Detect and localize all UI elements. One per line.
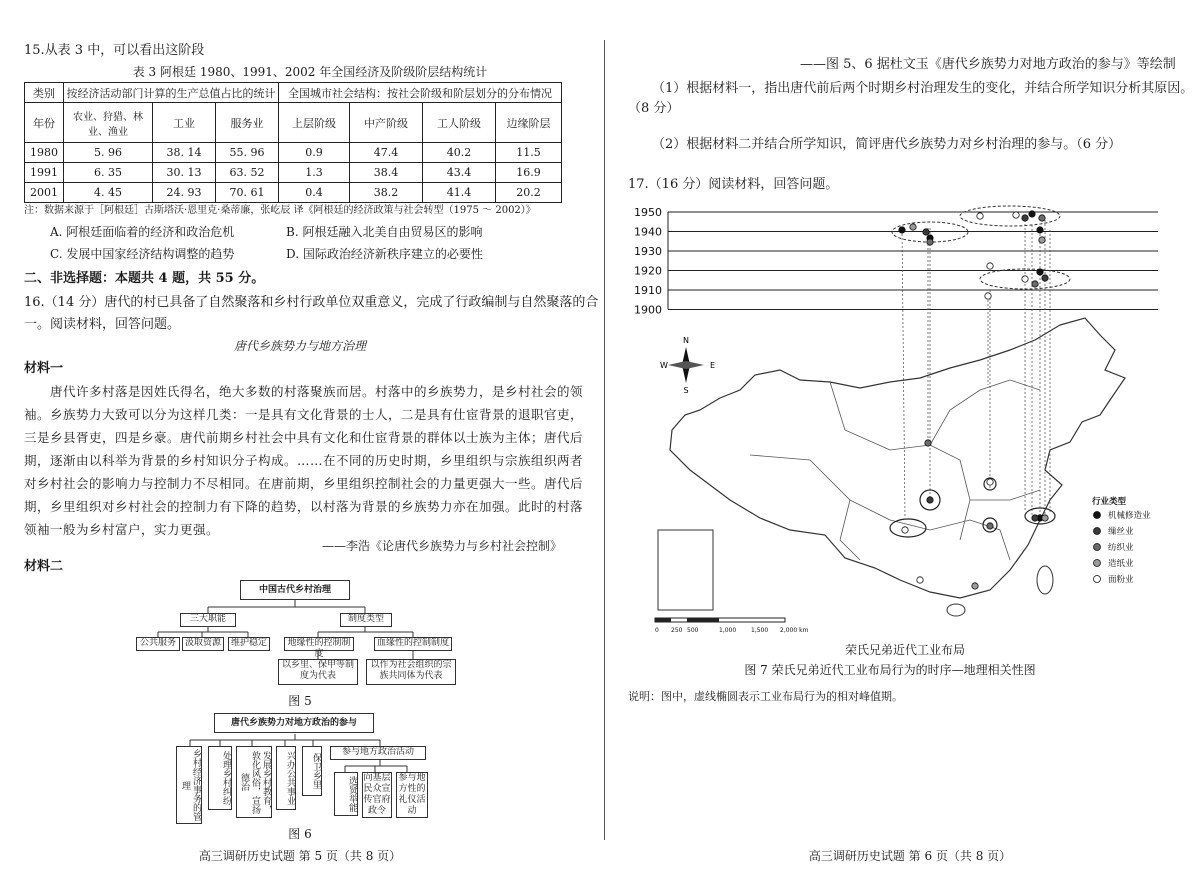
table-header-worker: 工人阶级 <box>423 103 496 143</box>
footer-left: 高三调研历史试题 第 5 页（共 8 页） <box>198 849 402 863</box>
table-note: 注：数据来源于［阿根廷］古斯塔沃·恩里克·桑蒂廉，张屹辰 译《阿根廷的经济政策与社会转型（1975 ～ 2002）》 <box>24 205 536 216</box>
legend-label: 机械修造业 <box>1108 511 1151 521</box>
table-header-year: 年份 <box>25 103 64 143</box>
material1-source: ——李浩《论唐代乡族势力与乡村社会控制》 <box>322 539 563 553</box>
cell: 38. 14 <box>153 143 216 163</box>
factory-marker <box>987 263 993 269</box>
material2-label: 材料二 <box>24 559 64 574</box>
year-label: 1920 <box>634 264 662 278</box>
material1-label: 材料一 <box>24 361 64 376</box>
cell: 40.2 <box>423 143 496 163</box>
option-b: B. 阿根廷融入北美自由贸易区的影响 <box>286 225 483 239</box>
factory-marker <box>1039 237 1045 243</box>
statistics-table <box>24 82 562 203</box>
scale-label: 2,000 km <box>780 627 809 634</box>
fig5-leaf1: 以乡里、保甲等制度为代表 <box>278 659 358 685</box>
legend-label: 面粉业 <box>1108 575 1134 585</box>
table-header-category: 类别 <box>25 83 64 103</box>
map-inner-title: 荣氏兄弟近代工业布局 <box>844 643 965 657</box>
factory-marker <box>987 523 993 529</box>
factory-marker <box>899 227 905 233</box>
cell: 24. 93 <box>153 183 216 203</box>
cell: 1980 <box>25 143 64 163</box>
cell: 1.3 <box>279 163 350 183</box>
q15-stem: 15.从表 3 中，可以看出这阶段 <box>24 43 205 58</box>
material1-line: 对乡村社会的影响力与控制力不尽相同。在唐前期，乡里组织控制社会的力量更强大一些。唐代后 <box>24 476 584 491</box>
fig5-root: 中国古代乡村治理 <box>240 580 350 600</box>
factory-marker <box>1039 215 1045 221</box>
year-label: 1900 <box>634 303 662 317</box>
factory-marker <box>977 213 983 219</box>
factory-marker <box>1032 515 1038 521</box>
option-a: A. 阿根廷面临着的经济和政治危机 <box>50 225 235 239</box>
legend-title: 行业类型 <box>1092 497 1127 507</box>
materials-source: ——图 5、6 据杜文玉《唐代乡族势力对地方政治的参与》等绘制 <box>800 57 1176 72</box>
material1-text <box>24 380 584 541</box>
cell: 11.5 <box>496 143 562 163</box>
fig5-func2: 汲取资源 <box>182 637 224 651</box>
sub-question-1: （1）根据材料一，指出唐代前后两个时期乡村治理发生的变化，并结合所学知识分析其原因。 <box>652 81 1194 96</box>
legend-label: 造纸业 <box>1108 559 1134 569</box>
fig6-act2: 向基层民众宣传官府政令 <box>363 773 391 816</box>
year-label: 1910 <box>634 284 662 297</box>
cell: 1991 <box>25 163 64 183</box>
table-title: 表 3 阿根廷 1980、1991、2002 年全国经济及阶级阶层结构统计 <box>132 65 488 79</box>
legend-marker <box>1094 576 1101 583</box>
material1-line: 领袖一般为乡村富户，实力更强。 <box>24 522 220 537</box>
table-header-marginal: 边缘阶层 <box>496 103 562 143</box>
fig7-caption: 图 7 荣氏兄弟近代工业布局行为的时序—地理相关性图 <box>744 663 1036 677</box>
year-label: 1950 <box>634 206 662 219</box>
fig6-item3: 发展乡村教育，敦化风俗，宣扬德治 <box>236 746 272 818</box>
cell: 55. 96 <box>216 143 279 163</box>
scale-label: 250 <box>671 627 683 634</box>
fig7-note: 说明：图中，虚线椭圆表示工业布局行为的相对峰值期。 <box>628 690 903 703</box>
cell: 70. 61 <box>216 183 279 203</box>
taiwan-outline <box>1037 566 1053 594</box>
table-header-economy: 按经济活动部门计算的生产总值占比的统计 <box>64 83 279 103</box>
material1-line: 袖。乡族势力大致可以分为这样几类：一是具有文化背景的士人，二是具有仕宦背景的退职官吏， <box>24 407 584 422</box>
fig6-item1: 乡村经济事务的管理 <box>176 746 202 824</box>
cell: 20.2 <box>496 183 562 203</box>
material1-line: 三是乡县胥吏，四是乡豪。唐代前期乡村社会中具有文化和仕宦背景的群体以士族为主体；唐代后 <box>24 430 584 445</box>
cell: 43.4 <box>423 163 496 183</box>
fig6-item5: 保卫乡里 <box>302 746 322 796</box>
factory-marker <box>1037 227 1043 233</box>
table-header-middle: 中产阶级 <box>350 103 423 143</box>
compass-letter: W <box>660 361 668 370</box>
factory-marker <box>987 479 993 485</box>
fig6-caption: 图 6 <box>288 827 312 841</box>
q16-stem-line2: 一。阅读材料，回答问题。 <box>24 317 181 332</box>
china-outline <box>670 318 1125 598</box>
option-c: C. 发展中国家经济结构调整的趋势 <box>50 247 235 261</box>
factory-marker <box>902 527 908 533</box>
factory-marker <box>1022 215 1028 221</box>
compass-icon <box>668 347 704 383</box>
table-header-society: 全国城市社会结构：按社会阶级和阶层划分的分布情况 <box>279 83 562 103</box>
fig5-type2: 血缘性的控制制度 <box>374 637 452 651</box>
scale-label: 500 <box>687 627 699 634</box>
footer-right: 高三调研历史试题 第 6 页（共 8 页） <box>808 849 1012 863</box>
fig6-activity: 参与地方政治活动 <box>330 746 426 760</box>
legend-marker <box>1094 512 1101 519</box>
cell: 0.9 <box>279 143 350 163</box>
table-row <box>25 163 562 183</box>
fig5-func3: 维护稳定 <box>228 637 270 651</box>
fig6-item2: 处理乡村纠纷 <box>208 746 232 810</box>
table-header-upper: 上层阶级 <box>279 103 350 143</box>
year-label: 1930 <box>634 245 662 258</box>
material1-line: 期，乡里组织对乡村社会的控制力有下降的趋势，以村落为背景的乡族势力亦在加强。此时的村落 <box>24 499 584 514</box>
scale-label: 1,500 <box>751 627 769 634</box>
fig5-type1: 地缘性的控制制度 <box>284 637 354 651</box>
legend-marker <box>1094 560 1101 567</box>
factory-marker <box>1032 281 1038 287</box>
scale-label: 0 <box>655 627 659 634</box>
sub-question-2: （2）根据材料二并结合所学知识，简评唐代乡族势力对乡村治理的参与。（6 分） <box>652 137 1122 152</box>
q17-stem: 17.（16 分）阅读材料，回答问题。 <box>628 177 839 192</box>
scale-bar <box>655 618 785 622</box>
cell: 38.2 <box>350 183 423 203</box>
material-subtitle: 唐代乡族势力与地方治理 <box>233 339 366 353</box>
cell: 16.9 <box>496 163 562 183</box>
industry-map <box>630 200 1190 640</box>
drop-line <box>902 230 905 518</box>
section-heading: 二、非选择题：本题共 4 题，共 55 分。 <box>24 271 265 286</box>
legend-label: 纺织业 <box>1108 543 1134 553</box>
cell: 2001 <box>25 183 64 203</box>
legend-marker <box>1094 544 1101 551</box>
table-header-service: 服务业 <box>216 103 279 143</box>
factory-marker <box>1022 276 1028 282</box>
cell: 5. 96 <box>64 143 153 163</box>
table-row <box>25 183 562 203</box>
south-sea-inset <box>658 530 713 610</box>
hainan-outline <box>947 604 965 616</box>
factory-marker <box>1037 269 1043 275</box>
cell: 0.4 <box>279 183 350 203</box>
page-divider <box>604 40 605 840</box>
cell: 30. 13 <box>153 163 216 183</box>
factory-marker <box>927 239 933 245</box>
cell: 38.4 <box>350 163 423 183</box>
factory-marker <box>910 224 916 230</box>
fig6-act1: 选贤举能 <box>334 772 358 816</box>
factory-marker <box>1013 212 1019 218</box>
factory-marker <box>1042 275 1048 281</box>
factory-marker <box>972 583 978 589</box>
fig5-types: 制度类型 <box>340 613 392 627</box>
sub-question-1-score: （8 分） <box>628 101 680 116</box>
q16-stem-line1: 16.（14 分）唐代的村已具备了自然聚落和乡村行政单位双重意义，完成了行政编制与自然聚落的合 <box>24 295 599 310</box>
legend-label: 缫丝业 <box>1108 527 1134 537</box>
fig5-leaf2: 以作为社会组织的宗族共同体为代表 <box>366 659 456 685</box>
fig5-func1: 公共服务 <box>136 637 180 651</box>
factory-marker <box>923 229 929 235</box>
year-label: 1940 <box>634 225 662 239</box>
table-header-agriculture: 农业、狩猎、林业、渔业 <box>64 103 153 143</box>
factory-marker <box>985 293 991 299</box>
compass-letter: N <box>683 336 689 345</box>
fig6-root: 唐代乡族势力对地方政治的参与 <box>214 713 374 733</box>
cell: 6. 35 <box>64 163 153 183</box>
fig5-functions: 三大职能 <box>180 613 236 627</box>
fig5-caption: 图 5 <box>288 694 312 708</box>
factory-marker <box>927 497 933 503</box>
cell: 4. 45 <box>64 183 153 203</box>
peak-ellipse-1950 <box>960 206 1060 226</box>
fig6-act3: 参与地方性的礼仪活动 <box>396 772 428 818</box>
cell: 47.4 <box>350 143 423 163</box>
factory-marker <box>1029 211 1035 217</box>
legend-marker <box>1094 528 1101 535</box>
option-d: D. 国际政治经济新秩序建立的必要性 <box>286 247 483 261</box>
factory-marker <box>917 577 923 583</box>
factory-marker <box>925 440 931 446</box>
material1-line: 期，逐渐由以科举为背景的乡村知识分子构成。……在不同的历史时期，乡里组织与宗族组织两者 <box>24 453 584 468</box>
material1-line: 唐代许多村落是因姓氏得名，绝大多数的村落聚族而居。村落中的乡族势力，是乡村社会的领 <box>50 384 584 399</box>
scale-label: 1,000 <box>719 627 737 634</box>
fig6-item4: 兴办公共事业 <box>276 746 296 810</box>
table-header-industry: 工业 <box>153 103 216 143</box>
compass-letter: S <box>683 386 689 395</box>
cell: 63. 52 <box>216 163 279 183</box>
factory-marker <box>1042 515 1048 521</box>
compass-letter: E <box>710 361 716 370</box>
table-row <box>25 143 562 163</box>
cell: 41.4 <box>423 183 496 203</box>
